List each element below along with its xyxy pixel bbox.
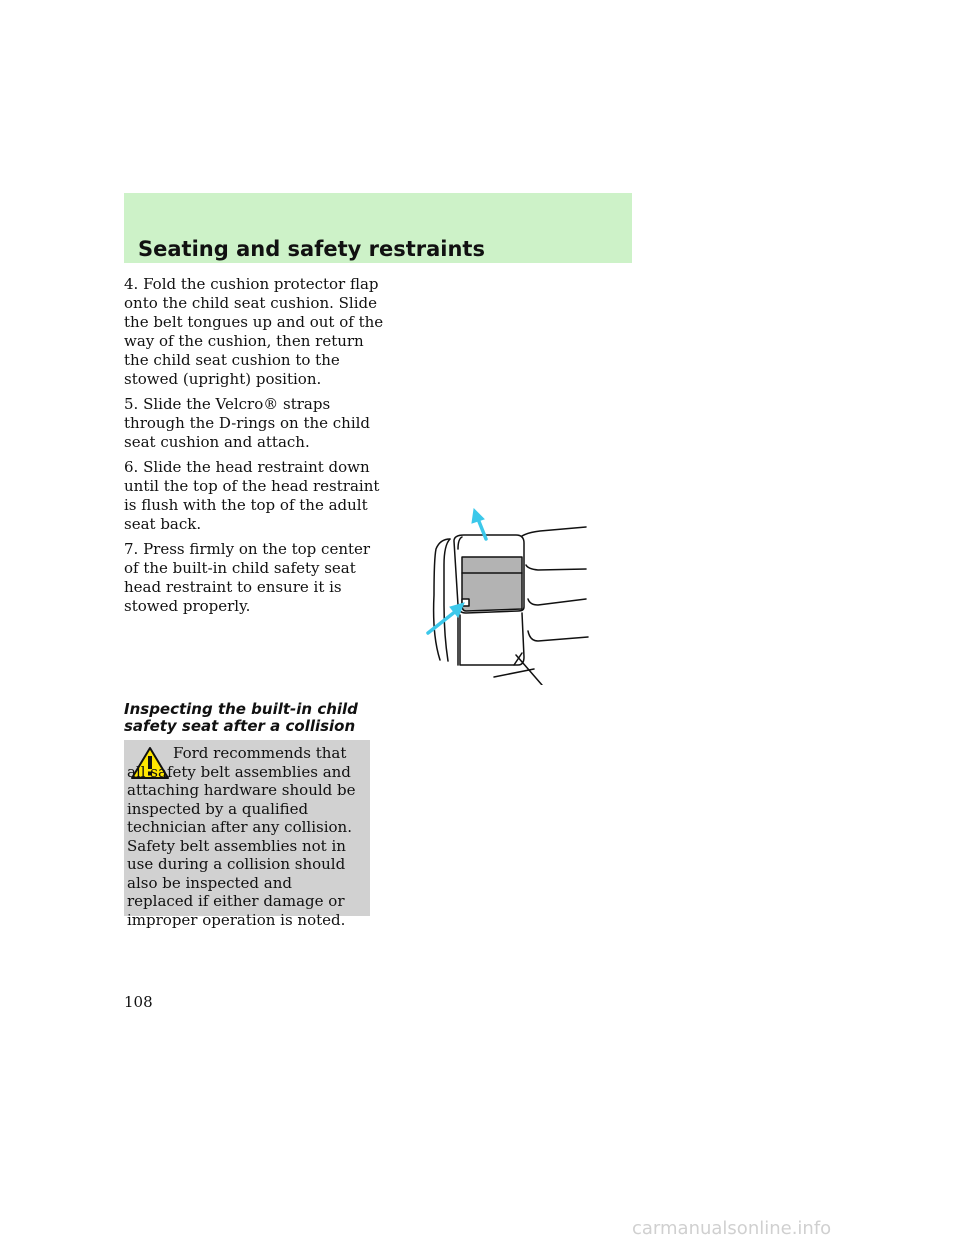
warning-box	[124, 740, 370, 929]
step-7: 7. Press firmly on the top center of the built-in child safety seat head restraint to ensure it is stowed properly.	[124, 540, 371, 615]
step-5: 5. Slide the Velcro® straps through the D-rings on the child seat cushion and attach.	[124, 395, 371, 451]
section-title: Seating and safety restraints	[138, 237, 485, 261]
warning-text: Ford recommends that all safety belt assemblies and attaching hardware should be inspected by a qualified technician after any collision. Safety belt assemblies not in use during a collision should also be inspected and replaced if either damage or improper operation is noted.	[127, 744, 356, 929]
head-restraint-illustration	[418, 505, 598, 685]
page-number: 108	[124, 993, 153, 1011]
step-4: 4. Fold the cushion protector flap onto the child seat cushion. Slide the belt tongues up and out of the way of the cushion, then return the child seat cushion to the stowed (upright) position.	[124, 275, 384, 388]
instruction-steps	[124, 275, 384, 622]
step-6: 6. Slide the head restraint down until the top of the head restraint is flush with the top of the adult seat back.	[124, 458, 380, 533]
inspection-subheading: Inspecting the built-in child safety seat after a collision	[124, 700, 358, 735]
section-header-band	[124, 193, 632, 263]
warning-text-block	[127, 744, 363, 929]
watermark: carmanualsonline.info	[632, 1218, 832, 1239]
